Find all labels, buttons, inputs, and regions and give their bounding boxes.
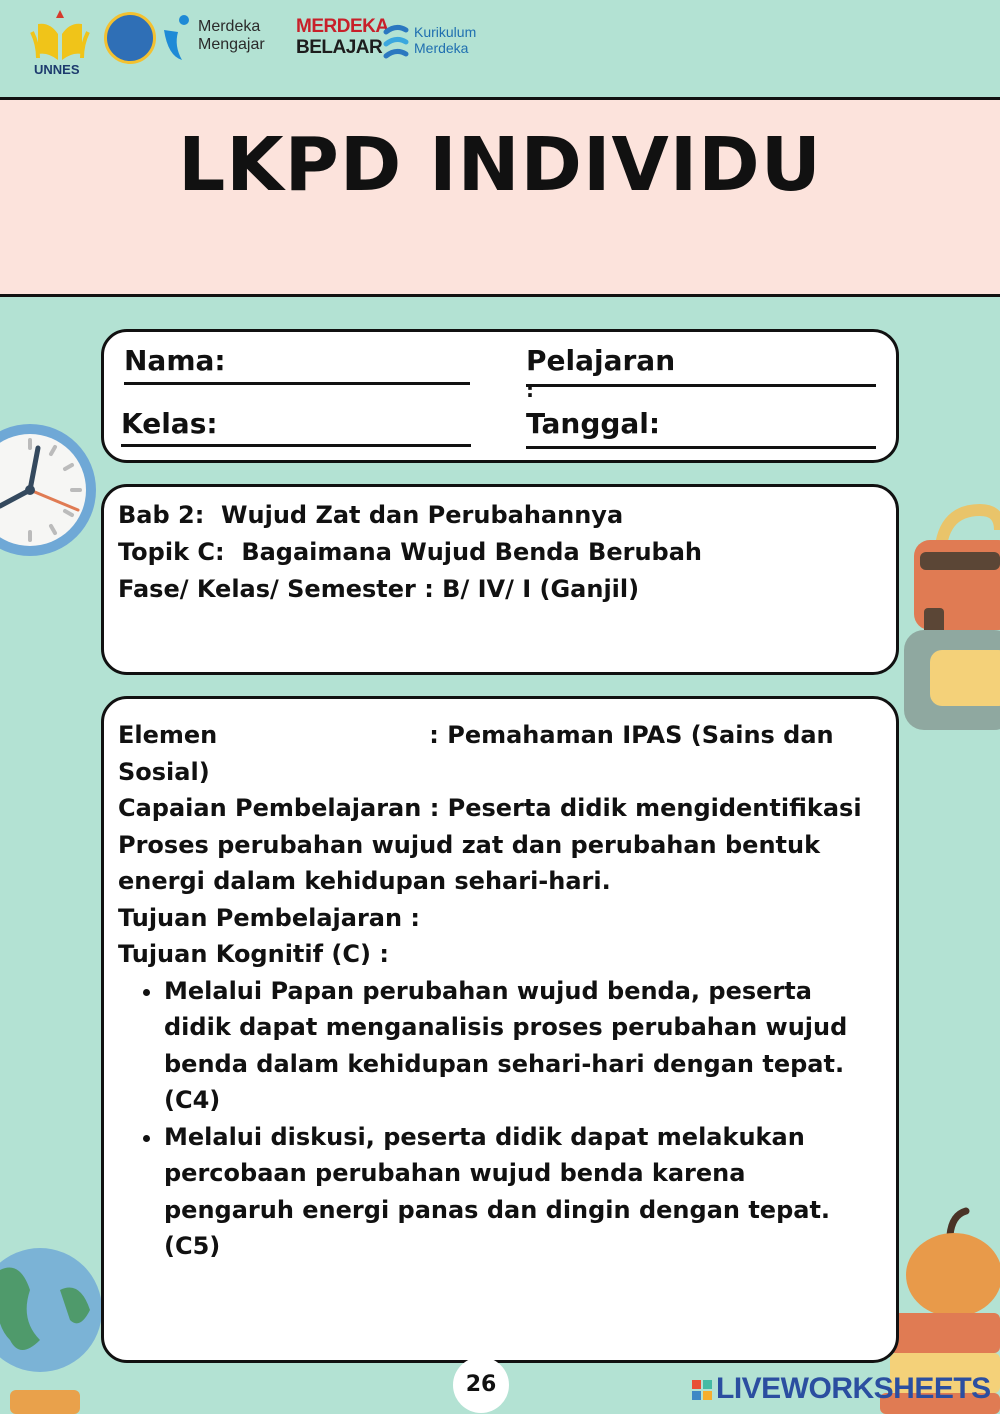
kurikulum-merdeka-label: Kurikulum Merdeka — [414, 24, 477, 56]
kurikulum-merdeka-icon — [382, 22, 410, 62]
liveworksheets-watermark — [692, 1372, 991, 1406]
globe-icon — [0, 1230, 110, 1414]
unnes-label: UNNES — [34, 62, 80, 77]
elemen-label: Elemen — [118, 721, 218, 749]
identity-box — [101, 329, 899, 463]
nama-label: Nama: — [124, 344, 226, 377]
elemen-value: : Pemahaman IPAS (Sains dan Sosial) — [118, 721, 834, 786]
kelas-field[interactable] — [121, 444, 471, 447]
clock-icon — [0, 420, 100, 560]
tujuan-label: Tujuan Pembelajaran : — [118, 903, 421, 932]
page-number: 26 — [453, 1357, 509, 1413]
tut-wuri-handayani-icon — [104, 12, 156, 64]
logo-bar — [0, 0, 1000, 96]
backpack-icon — [900, 500, 1000, 740]
fase-text: Fase/ Kelas/ Semester : B/ IV/ I (Ganjil) — [118, 575, 640, 603]
kognitif-label: Tujuan Kognitif (C) : — [118, 940, 389, 968]
topik-text: Topik C: Bagaimana Wujud Benda Berubah — [118, 538, 702, 566]
page-title: LKPD INDIVIDU — [178, 122, 822, 208]
pelajaran-field[interactable] — [526, 384, 876, 387]
title-band — [0, 97, 1000, 297]
nama-field[interactable] — [124, 382, 470, 385]
merdeka-mengajar-label: Merdeka Mengajar — [198, 18, 265, 53]
tanggal-label: Tanggal: — [526, 407, 661, 440]
objective-list — [118, 973, 878, 1265]
liveworksheets-icon — [692, 1380, 712, 1400]
list-item: • Melalui Papan perubahan wujud benda, peserta didik dapat menganalisis proses perubahan wujud benda dalam kehidupan sehari-hari dengan tepat. (C4) — [164, 973, 878, 1119]
bab-text: Bab 2: Wujud Zat dan Perubahannya — [118, 501, 624, 529]
pelajaran-label: Pelajaran — [526, 344, 676, 377]
chapter-info-box — [101, 484, 899, 675]
pelajaran-colon: : — [526, 378, 534, 402]
merdeka-mengajar-icon — [160, 12, 192, 62]
learning-objectives-box — [101, 696, 899, 1363]
kelas-label: Kelas: — [121, 407, 218, 440]
capaian-text: Capaian Pembelajaran : Peserta didik mengidentifikasi Proses perubahan wujud zat dan perubahan bentuk energi dalam kehidupan sehari-hari. — [118, 794, 862, 895]
liveworksheets-label: LIVEWORKSHEETS — [716, 1372, 991, 1405]
merdeka-belajar-logo: MERDEKA BELAJAR — [296, 16, 389, 58]
tanggal-field[interactable] — [526, 446, 876, 449]
elemen-line — [118, 717, 878, 790]
list-item: • Melalui diskusi, peserta didik dapat melakukan percobaan perubahan wujud benda karena pengaruh energi panas dan dingin dengan tepat. (C5) — [164, 1119, 878, 1265]
